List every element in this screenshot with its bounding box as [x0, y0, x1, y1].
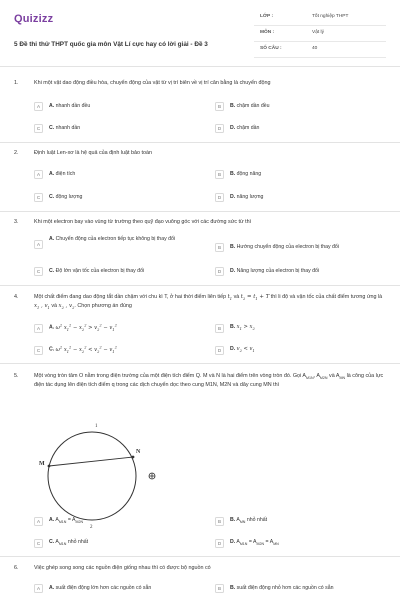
option-a[interactable]: A A. điện tích [34, 168, 75, 180]
option-c[interactable]: C C. động lượng [34, 191, 82, 203]
option-letter: B [215, 324, 224, 333]
option-letter: D [215, 193, 224, 202]
label-n: N [136, 449, 141, 455]
question-number: 3. [14, 219, 19, 225]
meta-value: Tốt nghiệp THPT [312, 14, 349, 19]
option-d[interactable]: D D. $v_2 < v_1$ [215, 344, 255, 356]
question-number: 5. [14, 373, 19, 379]
question-divider [0, 211, 400, 212]
question-text: Định luật Len-xơ là hệ quả của định luật bảo toàn [34, 150, 153, 156]
chord-mn [49, 457, 133, 466]
option-letter: A [34, 240, 43, 249]
option-letter: D [215, 346, 224, 355]
option-c[interactable]: C C. nhanh dần [34, 122, 80, 134]
page-header [14, 10, 386, 70]
option-letter: A [34, 324, 43, 333]
meta-key: MÔN : [260, 30, 275, 35]
meta-row-subject [254, 26, 386, 42]
option-letter: A [34, 517, 43, 526]
question-divider [0, 556, 400, 557]
option-a[interactable]: A A. suất điện động lớn hơn các nguồn có sẵn [34, 582, 151, 594]
label-arc-2: 2 [90, 525, 93, 530]
question-text: Khi một vật dao động điều hòa, chuyển động của vật từ vị trí biên về vị trí cân bằng là chuyển động [34, 80, 271, 86]
meta-value: Vật lý [312, 30, 324, 35]
option-c[interactable]: C C. $\omega^2$ $x_1^2 - x_2^2 < v_2^2 - v_1^2$ [34, 344, 117, 356]
label-arc-1: 1 [95, 424, 98, 429]
point-n [132, 456, 135, 459]
question-text: Việc ghép song song các nguồn điện giống nhau thì có được bộ nguồn có [34, 565, 211, 571]
option-letter: B [215, 517, 224, 526]
option-letter: B [215, 243, 224, 252]
question-text: Khi một electron bay vào vùng từ trường theo quỹ đạo vuông góc với các đường sức từ thì [34, 219, 252, 225]
circle-outline [48, 432, 136, 520]
option-b[interactable]: B B. suất điện động nhỏ hơn các nguồn có sẵn [215, 582, 334, 594]
option-a[interactable]: A A. nhanh dần đều [34, 100, 90, 112]
option-letter: A [34, 584, 43, 593]
meta-key: SỐ CÂU : [260, 46, 282, 51]
page-title: 5 Đề thi thử THPT quốc gia môn Vật Lí cực hay có lời giải - Đề 3 [14, 41, 208, 48]
option-letter: D [215, 267, 224, 276]
label-m: M [39, 461, 45, 467]
option-letter: B [215, 102, 224, 111]
option-d[interactable]: D D. Năng lượng của electron bị thay đổi [215, 265, 319, 277]
option-d[interactable]: D D. chậm dần [215, 122, 259, 134]
option-letter: D [215, 124, 224, 133]
question-number: 2. [14, 150, 19, 156]
option-letter: D [215, 539, 224, 548]
question-number: 6. [14, 565, 19, 571]
question-number: 1. [14, 80, 19, 86]
option-a[interactable]: A A. Chuyển động của electron tiếp tục không bị thay đổi [34, 236, 204, 256]
option-letter: C [34, 193, 43, 202]
option-c[interactable]: C C. $A_{M1N}$ nhỏ nhất [34, 537, 88, 549]
option-letter: B [215, 584, 224, 593]
option-letter: C [34, 267, 43, 276]
option-a[interactable]: A A. $A_{M1N} = A_{M2N}$ [34, 515, 83, 527]
option-c[interactable]: C C. Độ lớn vận tốc của electron bị thay đổi [34, 265, 144, 277]
header-divider [0, 66, 400, 67]
option-letter: C [34, 346, 43, 355]
question-divider [0, 142, 400, 143]
question-divider [0, 285, 400, 286]
option-d[interactable]: D D. năng lượng [215, 191, 263, 203]
meta-row-class [254, 10, 386, 26]
option-letter: C [34, 539, 43, 548]
option-b[interactable]: B B. chậm dần đều [215, 100, 270, 112]
option-d[interactable]: D D. $A_{M1N} = A_{M2N} = A_{MN}$ [215, 537, 279, 549]
question-text: Một vòng tròn tâm O nằm trong điện trường của một điện tích điểm Q. M và N là hai điểm trên vòng tròn đó. Gọi $A_{M1N}$, $A_{M2N}$ và $A_{MN}$ là công của lực điện tác dụng lên điện tích điểm q trong các dịch chuyển dọc theo cung M1N, M2N và dây cung MN thì [34, 373, 384, 389]
option-letter: A [34, 170, 43, 179]
option-a[interactable]: A A. $\omega^2$ $x_1^2 - x_2^2 > v_2^2 - v_1^2$ [34, 322, 117, 334]
meta-box [254, 10, 386, 58]
option-letter: C [34, 124, 43, 133]
question-number: 4. [14, 294, 19, 300]
quizizz-logo: Quizizz [14, 13, 54, 25]
meta-key: LỚP : [260, 14, 274, 19]
option-letter: B [215, 170, 224, 179]
option-letter: A [34, 102, 43, 111]
option-b[interactable]: B B. $x_1 > x_2$ [215, 322, 255, 334]
option-b[interactable]: B B. Hướng chuyển động của electron bị thay đổi [215, 241, 339, 253]
question-text: Một chất điểm đang dao động tắt dần chậm với chu kì T, ở hai thời điểm liên tiếp $t_1$ và $t_2 = t_1 + T$ thì li độ và vận tốc của chất điểm tương ứng là $x_1$ , $v_1$ và $x_2$ , $v_2$. Chọn phương án đúng [34, 294, 383, 311]
point-m [48, 465, 51, 468]
meta-value: 40 [312, 46, 318, 51]
option-b[interactable]: B B. $A_{MN}$ nhỏ nhất [215, 515, 267, 527]
meta-row-count [254, 42, 386, 58]
question-divider [0, 363, 400, 364]
option-b[interactable]: B B. động năng [215, 168, 261, 180]
